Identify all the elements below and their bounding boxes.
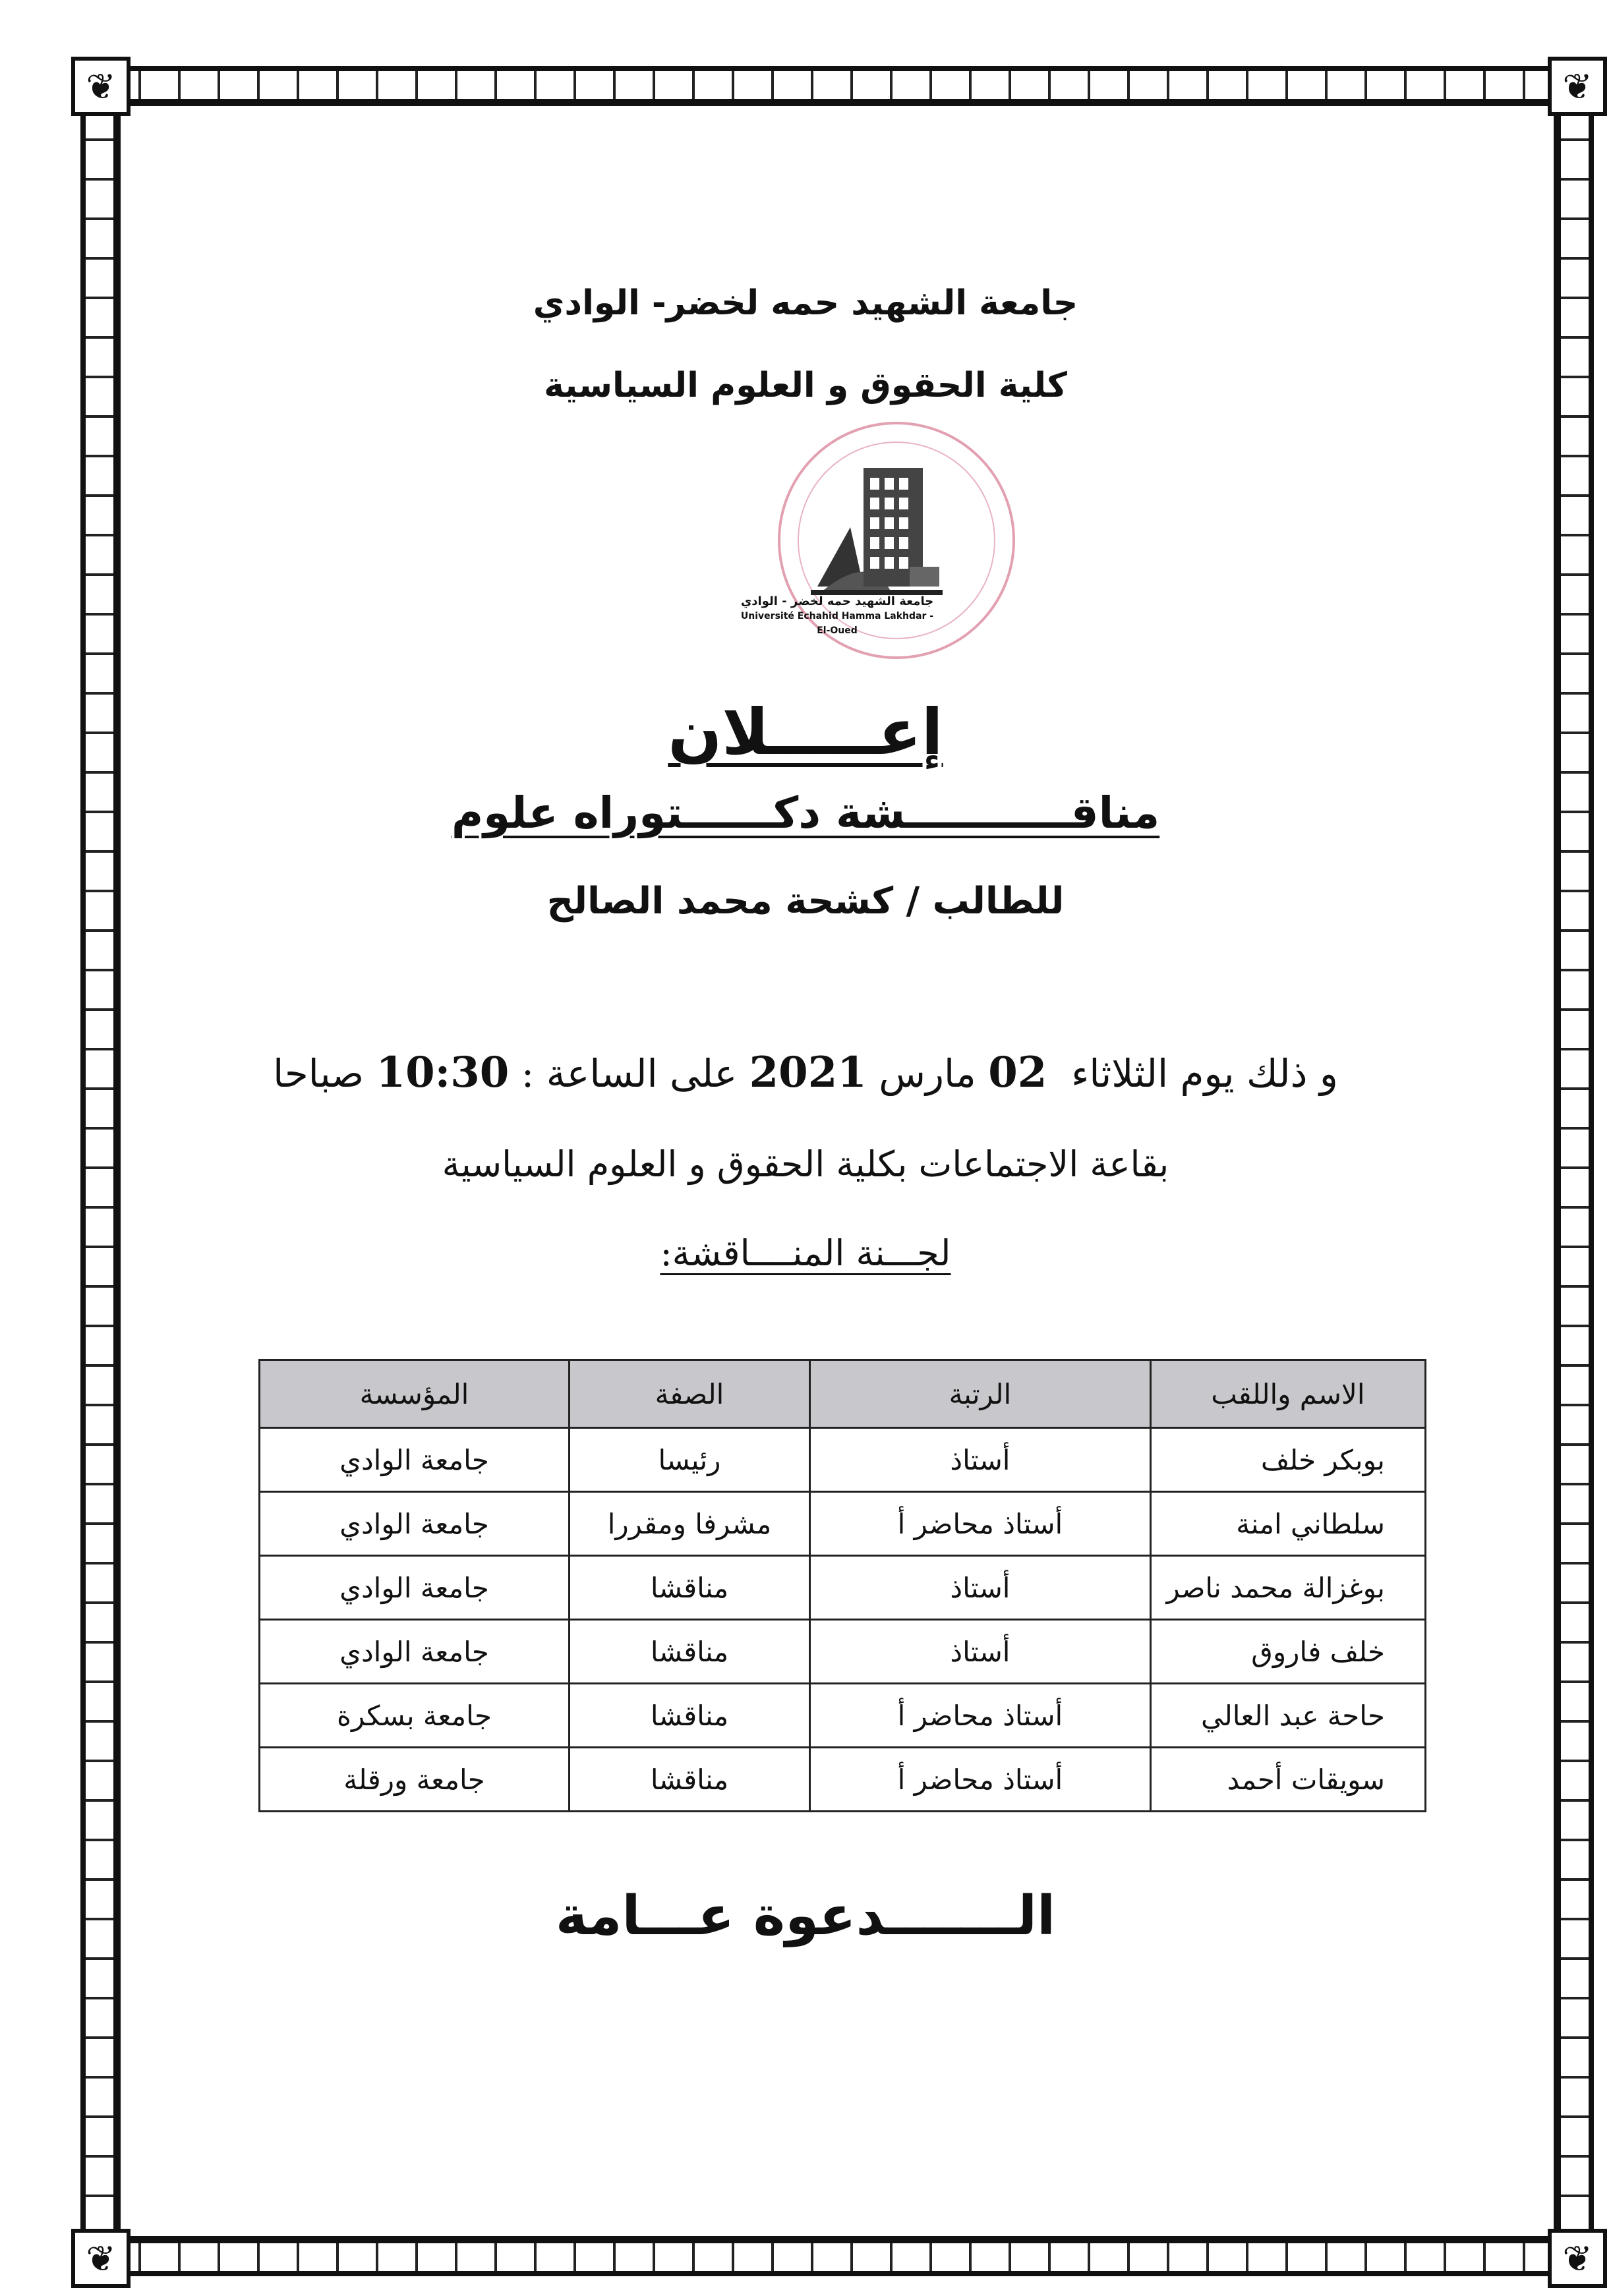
university-logo bbox=[712, 422, 1055, 672]
jury-rank: أستاذ محاضر أ bbox=[809, 1684, 1150, 1748]
building-logo-icon bbox=[811, 455, 943, 600]
jury-name: حاحة عبد العالي bbox=[1150, 1684, 1425, 1748]
committee-heading: لجـــنة المنــــاقشة: bbox=[660, 1232, 951, 1274]
table-row bbox=[260, 1684, 1426, 1748]
jury-role: مشرفا ومقررا bbox=[569, 1492, 809, 1556]
datetime-month: مارس bbox=[879, 1051, 976, 1096]
border-top bbox=[99, 66, 1575, 104]
logo-caption-arabic: جامعة الشهيد حمه لخضر - الوادي bbox=[740, 594, 934, 608]
jury-rank: أستاذ bbox=[809, 1428, 1150, 1492]
logo-caption-french: Université Echahid Hamma Lakhdar - El-Oued bbox=[740, 611, 934, 636]
logo-caption bbox=[738, 594, 936, 638]
jury-institution: جامعة الوادي bbox=[260, 1428, 570, 1492]
corner-ornament-icon: ❦ bbox=[1548, 57, 1607, 116]
datetime-time: 10:30 bbox=[376, 1048, 510, 1097]
jury-role: مناقشا bbox=[569, 1748, 809, 1812]
header-rank: الرتبة bbox=[809, 1360, 1150, 1428]
header-name: الاسم واللقب bbox=[1150, 1360, 1425, 1428]
table-row bbox=[260, 1556, 1426, 1620]
jury-role: رئيسا bbox=[569, 1428, 809, 1492]
jury-role: مناقشا bbox=[569, 1556, 809, 1620]
table-row bbox=[260, 1748, 1426, 1812]
jury-rank: أستاذ محاضر أ bbox=[809, 1748, 1150, 1812]
defense-datetime bbox=[0, 1048, 1611, 1097]
header-institution: المؤسسة bbox=[260, 1360, 570, 1428]
jury-table bbox=[258, 1359, 1426, 1812]
header-role: الصفة bbox=[569, 1360, 809, 1428]
university-name: جامعة الشهيد حمه لخضر- الوادي bbox=[533, 283, 1078, 323]
jury-name: بوبكر خلف bbox=[1150, 1428, 1425, 1492]
jury-rank: أستاذ bbox=[809, 1620, 1150, 1684]
table-row bbox=[260, 1428, 1426, 1492]
datetime-period: صباحا bbox=[273, 1051, 365, 1096]
border-bottom bbox=[99, 2238, 1575, 2276]
jury-name: خلف فاروق bbox=[1150, 1620, 1425, 1684]
datetime-prefix: و ذلك يوم الثلاثاء bbox=[1071, 1051, 1338, 1096]
jury-institution: جامعة الوادي bbox=[260, 1620, 570, 1684]
student-name: للطالب / كشحة محمد الصالح bbox=[546, 880, 1065, 923]
corner-ornament-icon: ❦ bbox=[1548, 2229, 1607, 2288]
datetime-year: 2021 bbox=[749, 1048, 867, 1097]
jury-name: سلطاني امنة bbox=[1150, 1492, 1425, 1556]
jury-role: مناقشا bbox=[569, 1620, 809, 1684]
corner-ornament-icon: ❦ bbox=[71, 2229, 131, 2288]
public-invitation: الـــــــدعوة عـــامة bbox=[555, 1885, 1056, 1947]
jury-rank: أستاذ محاضر أ bbox=[809, 1492, 1150, 1556]
jury-institution: جامعة بسكرة bbox=[260, 1684, 570, 1748]
jury-name: بوغزالة محمد ناصر bbox=[1150, 1556, 1425, 1620]
table-row bbox=[260, 1492, 1426, 1556]
announcement-title: إعـــــلان bbox=[668, 695, 943, 769]
faculty-name: كلية الحقوق و العلوم السياسية bbox=[544, 366, 1067, 405]
jury-institution: جامعة الوادي bbox=[260, 1556, 570, 1620]
corner-ornament-icon: ❦ bbox=[71, 57, 131, 116]
defense-location: بقاعة الاجتماعات بكلية الحقوق و العلوم السياسية bbox=[442, 1143, 1169, 1185]
jury-name: سويقات أحمد bbox=[1150, 1748, 1425, 1812]
datetime-time-label: على الساعة : bbox=[521, 1051, 738, 1096]
defense-subtitle: مناقـــــــــــشة دكــــــتوراه علوم bbox=[451, 788, 1160, 838]
jury-rank: أستاذ bbox=[809, 1556, 1150, 1620]
datetime-day: 02 bbox=[988, 1048, 1047, 1097]
jury-institution: جامعة الوادي bbox=[260, 1492, 570, 1556]
table-header-row bbox=[260, 1360, 1426, 1428]
jury-institution: جامعة ورقلة bbox=[260, 1748, 570, 1812]
table-row bbox=[260, 1620, 1426, 1684]
jury-role: مناقشا bbox=[569, 1684, 809, 1748]
